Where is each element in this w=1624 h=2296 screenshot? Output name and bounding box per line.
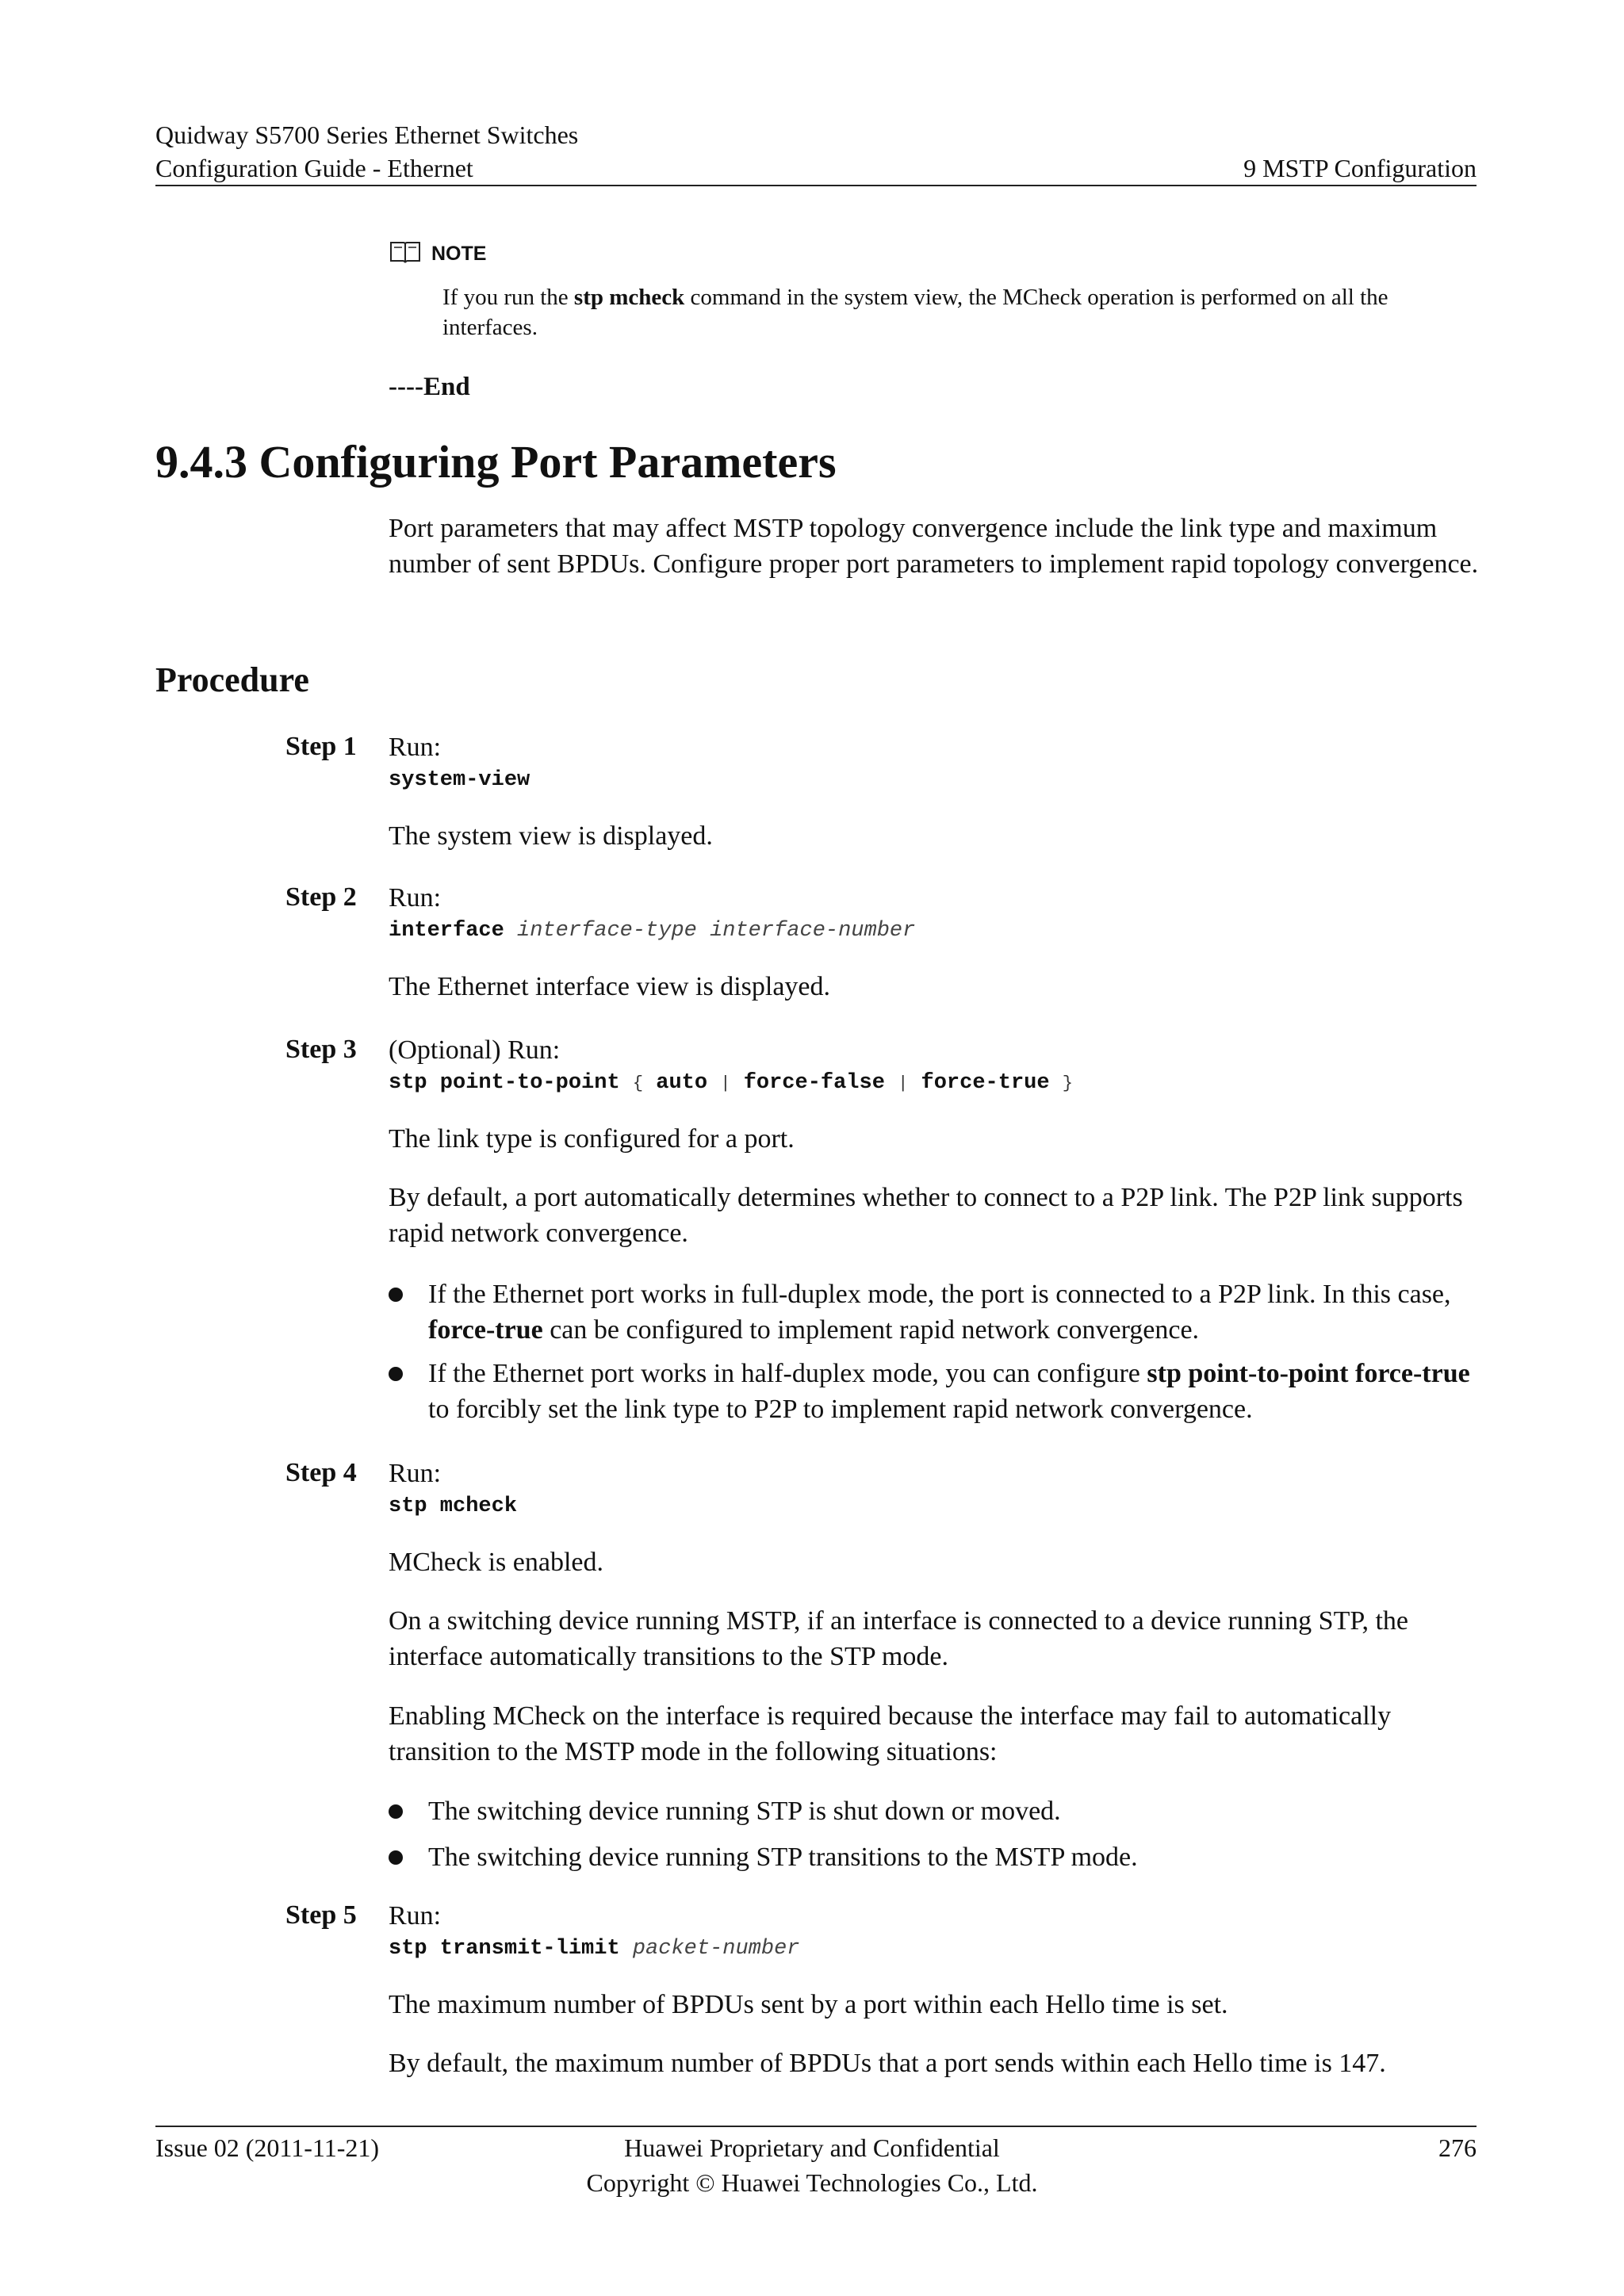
step-description: The Ethernet interface view is displayed. (389, 972, 830, 1001)
step-command (389, 1069, 1073, 1098)
command-arguments: interface-type interface-number (517, 919, 916, 943)
header-rule (155, 185, 1477, 186)
command-brace: } (1062, 1073, 1073, 1093)
header-chapter: 9 MSTP Configuration (1243, 154, 1477, 182)
step-run: Run: (389, 733, 442, 762)
step-command (389, 1492, 517, 1521)
step-run: Run: (389, 1901, 442, 1931)
command-keyword: stp mcheck (389, 1494, 518, 1518)
step-description: The system view is displayed. (389, 821, 713, 851)
end-mark: ----End (389, 373, 470, 401)
step-paragraph: On a switching device running MSTP, if an interface is connected to a device running STP, the interface automatically transitions to the STP mode. (389, 1606, 1409, 1671)
bullet-icon (389, 1367, 403, 1381)
step-label: Step 1 (285, 732, 357, 761)
list-item-text (428, 1276, 1483, 1348)
command-separator: | (720, 1073, 731, 1093)
bullet-icon (389, 1288, 403, 1302)
list-item-part: can be configured to implement rapid network convergence. (542, 1315, 1200, 1345)
bullet-icon (389, 1804, 403, 1819)
note-command: stp mcheck (573, 285, 685, 310)
step-label: Step 3 (285, 1035, 357, 1064)
step-paragraph: Enabling MCheck on the interface is required because the interface may fail to automatically transition to the MSTP mode in the following situations: (389, 1701, 1392, 1766)
footer-confidential: Huawei Proprietary and Confidential (624, 2133, 1000, 2162)
step-description: The maximum number of BPDUs sent by a port within each Hello time is set. (389, 1990, 1228, 2019)
procedure-title: Procedure (155, 660, 309, 699)
step-description: MCheck is enabled. (389, 1548, 603, 1577)
header-product: Quidway S5700 Series Ethernet Switches (155, 121, 579, 149)
step-label: Step 2 (285, 882, 357, 912)
list-item-part: If the Ethernet port works in half-duplex mode, you can configure (428, 1359, 1147, 1388)
list-item-text (428, 1356, 1483, 1427)
note-label: NOTE (431, 243, 487, 265)
command-brace: { (632, 1073, 644, 1093)
step-paragraph: By default, the maximum number of BPDUs that a port sends within each Hello time is 147. (389, 2049, 1386, 2078)
step-command (389, 1934, 800, 1963)
footer-copyright: Copyright © Huawei Technologies Co., Ltd. (586, 2168, 1038, 2197)
section-title: 9.4.3 Configuring Port Parameters (155, 436, 837, 488)
book-icon (389, 239, 422, 265)
footer-rule (155, 2126, 1477, 2127)
step-run: (Optional) Run: (389, 1035, 561, 1065)
section-intro: Port parameters that may affect MSTP topology convergence include the link type and maximum number of sent BPDUs. Configure proper port parameters to implement rapid topology convergence. (389, 514, 1479, 579)
header-guide (155, 152, 1477, 184)
list-item-part: to forcibly set the link type to P2P to implement rapid network convergence. (428, 1395, 1253, 1424)
note-text-part: If you run the (442, 285, 574, 310)
command-keyword: interface (389, 919, 504, 943)
step-run: Run: (389, 1459, 442, 1488)
step-paragraph: By default, a port automatically determines whether to connect to a P2P link. The P2P link supports rapid network convergence. (389, 1183, 1463, 1248)
command-option: force-false (743, 1071, 885, 1095)
step-run: Run: (389, 883, 442, 913)
step-description: The link type is configured for a port. (389, 1124, 795, 1154)
command-option: force-true (921, 1071, 1050, 1095)
command-arguments: packet-number (632, 1937, 800, 1961)
note-text (442, 282, 1465, 342)
list-item-text: The switching device running STP is shut down or moved. (428, 1797, 1061, 1826)
list-item-bold: stp point-to-point force-true (1147, 1359, 1470, 1388)
header-guide-title: Configuration Guide - Ethernet (155, 154, 473, 182)
list-item-text: The switching device running STP transitions to the MSTP mode. (428, 1843, 1138, 1872)
note-text-part: command in the system view, the MCheck operation is performed on all the interfaces. (442, 285, 1388, 340)
list-item-part: If the Ethernet port works in full-duplex mode, the port is connected to a P2P link. In this case, (428, 1280, 1451, 1309)
command-keyword: stp point-to-point (389, 1071, 620, 1095)
command-keyword: system-view (389, 768, 530, 792)
command-separator: | (898, 1073, 909, 1093)
command-option: auto (656, 1071, 708, 1095)
footer-issue: Issue 02 (2011-11-21) (155, 2133, 380, 2162)
list-item-bold: force-true (428, 1315, 543, 1345)
bullet-icon (389, 1850, 403, 1865)
step-label: Step 5 (285, 1900, 357, 1930)
step-command (389, 916, 915, 945)
command-keyword: stp transmit-limit (389, 1937, 620, 1961)
page-number: 276 (1438, 2133, 1477, 2162)
step-label: Step 4 (285, 1458, 357, 1487)
step-command (389, 766, 530, 794)
